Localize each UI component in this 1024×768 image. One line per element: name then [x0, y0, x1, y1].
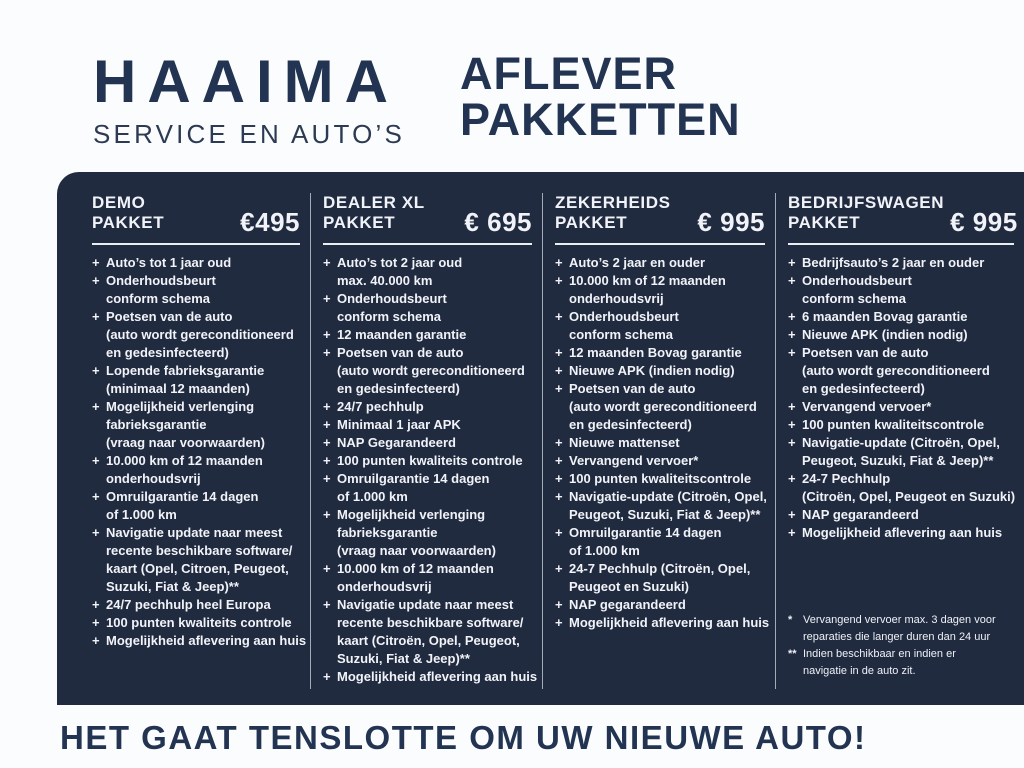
footnote-text	[803, 646, 1014, 680]
package-item-line: fabrieksgarantie	[337, 525, 438, 540]
package-item-line: Navigatie-update (Citroën, Opel,	[802, 435, 1000, 450]
plus-icon: +	[92, 255, 100, 270]
package-item	[788, 344, 1014, 398]
footnotes	[788, 612, 1014, 680]
plus-icon: +	[323, 399, 331, 414]
package-item-line: en gedesinfecteerd)	[569, 417, 692, 432]
package-item-line: Nieuwe APK (indien nodig)	[802, 327, 968, 342]
plus-icon: +	[788, 417, 796, 432]
plus-icon: +	[92, 633, 100, 648]
package-item	[323, 416, 532, 434]
plus-icon: +	[92, 363, 100, 378]
package-item-line: Peugeot, Suzuki, Fiat & Jeep)**	[802, 453, 994, 468]
package-item	[555, 596, 765, 614]
package-item	[92, 398, 300, 452]
package-item-line: Minimaal 1 jaar APK	[337, 417, 461, 432]
package-header	[92, 193, 300, 237]
packages-panel	[57, 172, 1024, 705]
package-item-text	[106, 254, 300, 272]
plus-icon: +	[788, 345, 796, 360]
plus-icon: +	[92, 309, 100, 324]
package-item-text	[569, 596, 765, 614]
plus-icon: +	[323, 345, 331, 360]
package-item-line: Suzuki, Fiat & Jeep)**	[337, 651, 470, 666]
footnote-line: Indien beschikbaar en indien er	[803, 648, 956, 660]
package-item	[323, 596, 532, 668]
plus-icon: +	[788, 327, 796, 342]
package-item	[323, 452, 532, 470]
plus-icon: +	[323, 435, 331, 450]
package-price: €495	[240, 207, 300, 237]
package-item-line: recente beschikbare software/	[106, 543, 293, 558]
package-item	[555, 470, 765, 488]
footnote-line: Vervangend vervoer max. 3 dagen voor	[803, 614, 996, 626]
package-item-text	[569, 362, 765, 380]
package-item-text	[569, 380, 765, 434]
package-rule	[323, 243, 532, 245]
package-item-text	[802, 308, 1014, 326]
plus-icon: +	[323, 471, 331, 486]
plus-icon: +	[555, 255, 563, 270]
plus-icon: +	[92, 399, 100, 414]
package-item-line: Mogelijkheid aflevering aan huis	[106, 633, 307, 648]
package-header	[323, 193, 532, 237]
package-item	[555, 272, 765, 308]
plus-icon: +	[92, 615, 100, 630]
package-item-text	[802, 470, 1014, 506]
package-item-line: 12 maanden garantie	[337, 327, 467, 342]
package-item	[788, 254, 1014, 272]
plus-icon: +	[323, 597, 331, 612]
package-items	[92, 254, 307, 650]
package-item-line: kaart (Citroën, Opel, Peugeot,	[337, 633, 520, 648]
package-item-line: Omruilgarantie 14 dagen	[569, 525, 722, 540]
package-price: € 995	[950, 207, 1018, 237]
plus-icon: +	[555, 273, 563, 288]
package-item-line: 10.000 km of 12 maanden	[106, 453, 263, 468]
package-item-line: of 1.000 km	[106, 507, 177, 522]
package-item-line: onderhoudsvrij	[337, 579, 432, 594]
package-item-text	[337, 254, 532, 290]
package-column-2	[310, 193, 542, 689]
package-item	[788, 272, 1014, 308]
plus-icon: +	[323, 291, 331, 306]
package-item-line: Vervangend vervoer*	[802, 399, 932, 414]
package-item	[323, 344, 532, 398]
package-item-line: 100 punten kwaliteitscontrole	[802, 417, 985, 432]
plus-icon: +	[788, 507, 796, 522]
page-title-line2: PAKKETTEN	[460, 93, 741, 145]
package-name-line: PAKKET	[323, 213, 396, 232]
plus-icon: +	[323, 327, 331, 342]
package-item-line: en gedesinfecteerd)	[106, 345, 229, 360]
package-item-line: conform schema	[337, 309, 442, 324]
package-item-line: Suzuki, Fiat & Jeep)**	[106, 579, 239, 594]
package-item-line: 24/7 pechhulp	[337, 399, 424, 414]
plus-icon: +	[555, 309, 563, 324]
plus-icon: +	[323, 453, 331, 468]
package-item	[555, 254, 765, 272]
package-item	[92, 488, 300, 524]
package-item	[92, 524, 300, 596]
package-item-line: of 1.000 km	[337, 489, 408, 504]
package-item-text	[337, 506, 532, 560]
package-item	[788, 398, 1014, 416]
brand-logo	[93, 48, 406, 150]
package-name-line: PAKKET	[92, 213, 165, 232]
plus-icon: +	[788, 471, 796, 486]
package-item-line: Onderhoudsbeurt	[337, 291, 447, 306]
package-item-text	[569, 254, 765, 272]
package-item	[788, 434, 1014, 470]
package-item-text	[569, 524, 765, 560]
package-item	[323, 470, 532, 506]
package-item	[788, 416, 1014, 434]
package-item-text	[802, 434, 1014, 470]
package-item-line: 10.000 km of 12 maanden	[569, 273, 726, 288]
package-item-line: Navigatie-update (Citroën, Opel,	[569, 489, 767, 504]
package-item-text	[106, 632, 307, 650]
package-item-line: en gedesinfecteerd)	[802, 381, 925, 396]
package-item-line: Poetsen van de auto	[337, 345, 464, 360]
package-item-line: 100 punten kwaliteits controle	[337, 453, 523, 468]
package-item-line: Lopende fabrieksgarantie	[106, 363, 265, 378]
package-item-line: onderhoudsvrij	[106, 471, 201, 486]
plus-icon: +	[555, 453, 563, 468]
package-name-line: PAKKET	[788, 213, 861, 232]
package-item-text	[106, 452, 300, 488]
package-item	[92, 362, 300, 398]
package-name-line: ZEKERHEIDS	[555, 193, 671, 212]
package-item	[788, 470, 1014, 506]
package-item-text	[337, 344, 532, 398]
package-item-text	[337, 416, 532, 434]
package-item	[92, 614, 300, 632]
package-item-line: Omruilgarantie 14 dagen	[106, 489, 259, 504]
plus-icon: +	[555, 561, 563, 576]
page-title	[460, 48, 741, 145]
plus-icon: +	[788, 399, 796, 414]
page-title-line1: AFLEVER	[460, 48, 678, 99]
plus-icon: +	[788, 309, 796, 324]
package-item-line: 6 maanden Bovag garantie	[802, 309, 968, 324]
brand-subtitle: SERVICE EN AUTO’S	[93, 119, 406, 149]
package-name-line: DEALER XL	[323, 193, 425, 212]
package-item-text	[802, 344, 1014, 398]
package-item-text	[569, 614, 770, 632]
package-rule	[92, 243, 300, 245]
package-item	[555, 434, 765, 452]
package-item-line: conform schema	[802, 291, 907, 306]
package-item	[323, 326, 532, 344]
package-items	[788, 254, 1014, 542]
package-item	[788, 506, 1014, 524]
package-item-line: max. 40.000 km	[337, 273, 433, 288]
package-item	[92, 272, 300, 308]
footnote	[788, 646, 1014, 680]
package-item	[555, 488, 765, 524]
plus-icon: +	[555, 471, 563, 486]
package-item	[788, 308, 1014, 326]
package-item	[555, 362, 765, 380]
package-item-text	[802, 326, 1014, 344]
package-item-text	[569, 560, 765, 596]
package-item	[555, 380, 765, 434]
package-item-text	[337, 326, 532, 344]
package-rule	[788, 243, 1014, 245]
package-name	[92, 193, 164, 233]
package-items	[555, 254, 770, 632]
plus-icon: +	[555, 489, 563, 504]
package-item-line: 12 maanden Bovag garantie	[569, 345, 742, 360]
package-item-line: Omruilgarantie 14 dagen	[337, 471, 490, 486]
footer-tagline: HET GAAT TENSLOTTE OM UW NIEUWE AUTO!	[60, 719, 867, 756]
package-item-line: NAP gegarandeerd	[569, 597, 686, 612]
package-item	[555, 524, 765, 560]
package-header	[555, 193, 765, 237]
plus-icon: +	[92, 597, 100, 612]
package-item-text	[337, 452, 532, 470]
package-item-line: (auto wordt gereconditioneerd	[106, 327, 294, 342]
package-item-line: Vervangend vervoer*	[569, 453, 699, 468]
package-name	[555, 193, 671, 233]
package-item	[555, 614, 770, 632]
plus-icon: +	[788, 273, 796, 288]
package-item-line: Mogelijkheid verlenging	[106, 399, 255, 414]
package-name-line: BEDRIJFSWAGEN	[788, 193, 945, 212]
package-item-line: Auto’s 2 jaar en ouder	[569, 255, 706, 270]
package-name-line: PAKKET	[555, 213, 628, 232]
package-item-text	[569, 344, 765, 362]
package-item-text	[337, 560, 532, 596]
package-item-line: Mogelijkheid aflevering aan huis	[337, 669, 538, 684]
package-column-1	[57, 193, 310, 689]
package-item-line: en gedesinfecteerd)	[337, 381, 460, 396]
package-item-line: conform schema	[569, 327, 674, 342]
plus-icon: +	[555, 363, 563, 378]
package-item-text	[569, 272, 765, 308]
plus-icon: +	[555, 597, 563, 612]
package-item	[323, 560, 532, 596]
package-item-line: Peugeot en Suzuki)	[569, 579, 689, 594]
package-item-line: Auto’s tot 2 jaar oud	[337, 255, 463, 270]
package-item-line: (vraag naar voorwaarden)	[337, 543, 496, 558]
package-item-line: 24/7 pechhulp heel Europa	[106, 597, 271, 612]
package-item-line: Onderhoudsbeurt	[802, 273, 912, 288]
package-item-line: (minimaal 12 maanden)	[106, 381, 250, 396]
package-item-text	[337, 398, 532, 416]
package-item	[323, 434, 532, 452]
package-item-text	[106, 362, 300, 398]
package-name-line: DEMO	[92, 193, 146, 212]
package-item-line: of 1.000 km	[569, 543, 640, 558]
package-item-line: fabrieksgarantie	[106, 417, 207, 432]
package-item-text	[569, 434, 765, 452]
package-item-line: Poetsen van de auto	[802, 345, 929, 360]
footnote	[788, 612, 1014, 646]
package-item-line: Mogelijkheid aflevering aan huis	[569, 615, 770, 630]
package-item-text	[802, 398, 1014, 416]
package-item-text	[569, 308, 765, 344]
package-item-line: (auto wordt gereconditioneerd	[337, 363, 525, 378]
package-item-text	[337, 596, 532, 668]
package-item-line: Mogelijkheid verlenging	[337, 507, 486, 522]
package-item-line: 24-7 Pechhulp (Citroën, Opel,	[569, 561, 751, 576]
package-item-line: recente beschikbare software/	[337, 615, 524, 630]
package-item-line: 10.000 km of 12 maanden	[337, 561, 494, 576]
package-item-line: Poetsen van de auto	[569, 381, 696, 396]
package-item-line: Mogelijkheid aflevering aan huis	[802, 525, 1003, 540]
package-item-line: Bedrijfsauto’s 2 jaar en ouder	[802, 255, 985, 270]
package-column-3	[542, 193, 775, 689]
plus-icon: +	[555, 345, 563, 360]
package-item-text	[569, 452, 765, 470]
plus-icon: +	[323, 255, 331, 270]
plus-icon: +	[555, 525, 563, 540]
package-item-text	[802, 272, 1014, 308]
package-item-line: (Citroën, Opel, Peugeot en Suzuki)	[802, 489, 1016, 504]
package-item-line: Navigatie update naar meest	[337, 597, 514, 612]
package-item-line: Nieuwe mattenset	[569, 435, 680, 450]
package-item-line: kaart (Opel, Citroen, Peugeot,	[106, 561, 289, 576]
package-header	[788, 193, 1018, 237]
package-item	[555, 344, 765, 362]
package-item-line: 100 punten kwaliteitscontrole	[569, 471, 752, 486]
package-item	[323, 668, 538, 686]
plus-icon: +	[92, 453, 100, 468]
package-item-line: (auto wordt gereconditioneerd	[569, 399, 757, 414]
package-columns	[57, 172, 1024, 705]
package-item-line: Poetsen van de auto	[106, 309, 233, 324]
package-item	[92, 596, 300, 614]
footnote-marker: **	[788, 648, 797, 660]
package-item	[555, 560, 765, 596]
package-item	[788, 524, 1014, 542]
package-column-4	[775, 193, 1024, 689]
package-item-text	[802, 524, 1014, 542]
package-item-text	[337, 290, 532, 326]
package-item-line: (auto wordt gereconditioneerd	[802, 363, 990, 378]
plus-icon: +	[92, 525, 100, 540]
package-item-text	[337, 470, 532, 506]
package-item-line: Nieuwe APK (indien nodig)	[569, 363, 735, 378]
package-item-line: 24-7 Pechhulp	[802, 471, 891, 486]
package-item-text	[106, 596, 300, 614]
plus-icon: +	[323, 669, 331, 684]
plus-icon: +	[555, 615, 563, 630]
plus-icon: +	[92, 273, 100, 288]
package-item-text	[106, 488, 300, 524]
package-item-text	[106, 524, 300, 596]
footnote-marker: *	[788, 614, 793, 626]
footnote-line: reparaties die langer duren dan 24 uur	[803, 631, 991, 643]
plus-icon: +	[555, 435, 563, 450]
package-item-line: Onderhoudsbeurt	[569, 309, 679, 324]
package-price: € 995	[697, 207, 765, 237]
package-item-text	[106, 398, 300, 452]
package-item-line: Auto’s tot 1 jaar oud	[106, 255, 232, 270]
package-item	[92, 308, 300, 362]
package-item	[323, 254, 532, 290]
package-item-line: onderhoudsvrij	[569, 291, 664, 306]
plus-icon: +	[323, 507, 331, 522]
package-item	[323, 506, 532, 560]
package-item-line: Peugeot, Suzuki, Fiat & Jeep)**	[569, 507, 761, 522]
package-item-text	[337, 434, 532, 452]
plus-icon: +	[788, 255, 796, 270]
package-item-text	[802, 416, 1014, 434]
package-name	[788, 193, 944, 233]
package-item	[555, 452, 765, 470]
package-item	[323, 398, 532, 416]
package-item-text	[337, 668, 538, 686]
package-rule	[555, 243, 765, 245]
plus-icon: +	[323, 417, 331, 432]
footnote-text	[803, 612, 1014, 646]
package-item-line: Navigatie update naar meest	[106, 525, 283, 540]
package-item	[92, 632, 307, 650]
plus-icon: +	[788, 435, 796, 450]
package-item-text	[802, 254, 1014, 272]
package-name	[323, 193, 425, 233]
package-item	[788, 326, 1014, 344]
package-item-line: NAP gegarandeerd	[802, 507, 919, 522]
package-item-line: (vraag naar voorwaarden)	[106, 435, 265, 450]
package-item	[555, 308, 765, 344]
plus-icon: +	[323, 561, 331, 576]
package-item	[92, 254, 300, 272]
plus-icon: +	[555, 381, 563, 396]
package-item-line: 100 punten kwaliteits controle	[106, 615, 292, 630]
package-item-text	[802, 506, 1014, 524]
package-item	[92, 452, 300, 488]
footnote-line: navigatie in de auto zit.	[803, 665, 916, 677]
package-price: € 695	[464, 207, 532, 237]
package-item-text	[106, 614, 300, 632]
package-item-text	[569, 488, 765, 524]
brand-name: HAAIMA	[93, 48, 399, 115]
plus-icon: +	[788, 525, 796, 540]
package-item-line: conform schema	[106, 291, 211, 306]
package-item-line: Onderhoudsbeurt	[106, 273, 216, 288]
package-item-text	[569, 470, 765, 488]
package-item	[323, 290, 532, 326]
package-item-line: NAP Gegarandeerd	[337, 435, 456, 450]
plus-icon: +	[92, 489, 100, 504]
package-item-text	[106, 308, 300, 362]
package-items	[323, 254, 538, 686]
package-item-text	[106, 272, 300, 308]
